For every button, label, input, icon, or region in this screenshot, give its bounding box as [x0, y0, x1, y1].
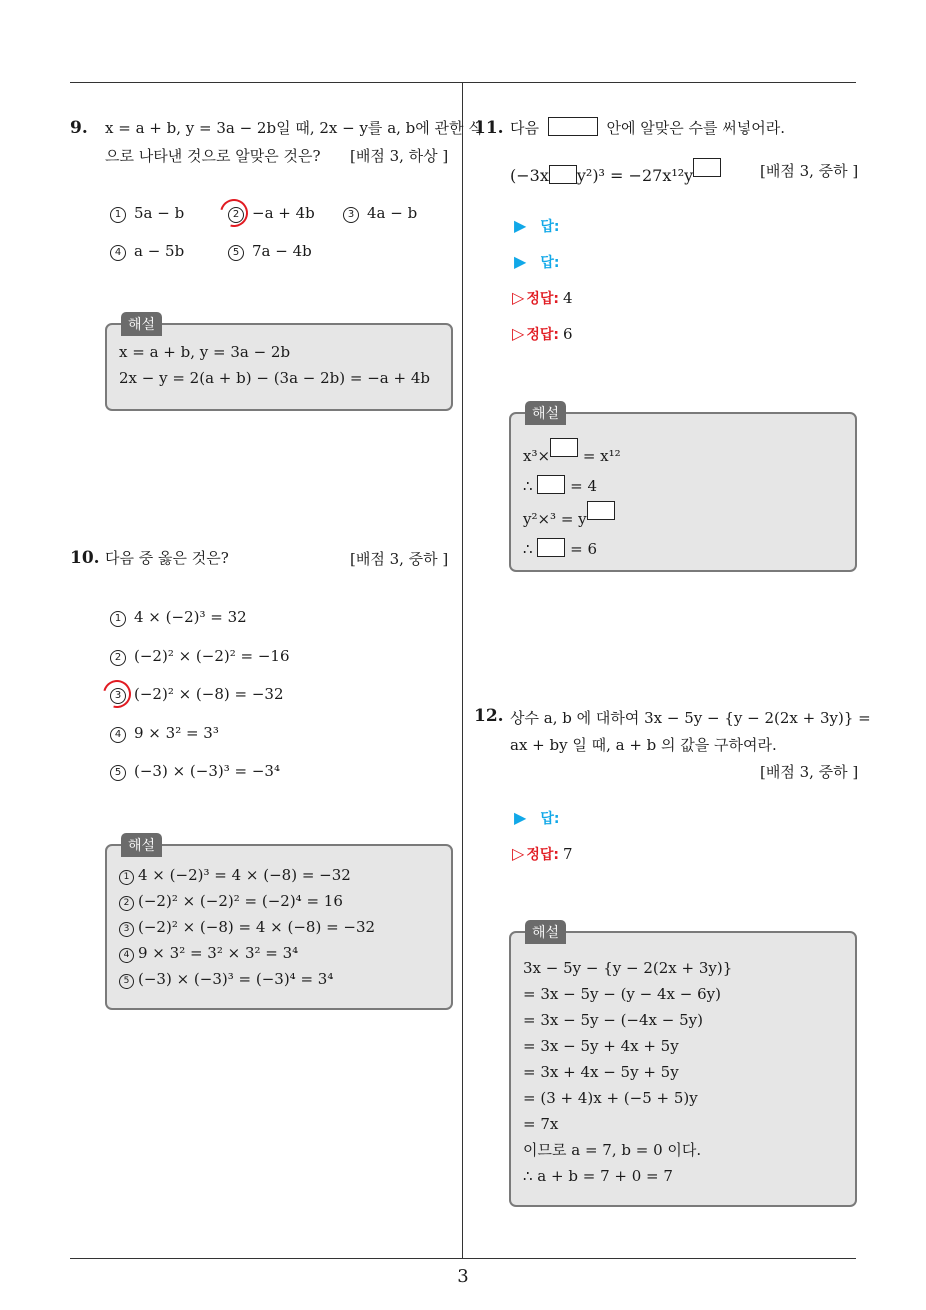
question-text-line2: ax + by 일 때, a + b 의 값을 구하여라. — [510, 736, 777, 754]
explanation-line: 2 (−2)² × (−2)² = (−2)⁴ = 16 — [119, 888, 439, 914]
explanation-line: 2x − y = 2(a + b) − (3a − 2b) = −a + 4b — [119, 369, 430, 387]
answer-label: 답: — [540, 811, 560, 827]
explanation-box — [105, 317, 453, 411]
explanation-line: x³× = x¹² — [523, 438, 843, 471]
correct-label: 정답: — [526, 291, 559, 307]
correct-value: 7 — [562, 845, 573, 863]
triangle-outline-icon: ▷ — [512, 844, 525, 863]
explanation-line: 5 (−3) × (−3)³ = (−3)⁴ = 3⁴ — [119, 966, 439, 992]
answer-label: 답: — [540, 255, 560, 271]
question-number: 10. — [70, 548, 100, 568]
explanation-line: = (3 + 4)x + (−5 + 5)y — [523, 1089, 698, 1107]
explanation-line: = 3x − 5y − (y − 4x − 6y) — [523, 985, 721, 1003]
explanation-line: ∴ = 4 — [523, 477, 597, 495]
question-number: 11. — [474, 118, 504, 138]
score-meta: [배점 3, 하상 ] — [350, 147, 449, 165]
explanation-tag: 해설 — [121, 833, 162, 857]
explanation-line: 3 (−2)² × (−8) = 4 × (−8) = −32 — [119, 914, 439, 940]
play-icon: ▶ — [514, 252, 527, 271]
correct-answer-row — [512, 288, 573, 308]
play-icon: ▶ — [514, 808, 527, 827]
choice-number: 2 — [110, 650, 126, 666]
explanation-line: 1 4 × (−2)³ = 4 × (−8) = −32 — [119, 862, 439, 888]
correct-answer-row — [512, 324, 573, 344]
triangle-outline-icon: ▷ — [512, 324, 525, 343]
choice-text: a − 5b — [134, 242, 185, 260]
explanation-tag: 해설 — [525, 401, 566, 425]
choice-text: (−2)² × (−2)² = −16 — [134, 647, 290, 665]
explanation-line: y²×³ = y — [523, 501, 843, 534]
question-text: 다음 중 옳은 것은? — [105, 549, 229, 567]
correct-answer-row — [512, 844, 573, 864]
explanation-line: x = a + b, y = 3a − 2b — [119, 343, 291, 361]
question-text-line1: x = a + b, y = 3a − 2b일 때, 2x − y를 a, b에 관한 식 — [105, 119, 483, 137]
explanation-line: 이므로 a = 7, b = 0 이다. — [523, 1141, 702, 1159]
choice-1[interactable] — [110, 204, 184, 223]
blank-box[interactable] — [549, 165, 577, 184]
explanation-line: = 7x — [523, 1115, 559, 1133]
top-rule — [70, 82, 856, 83]
choice-text: −a + 4b — [252, 204, 315, 222]
choice-number: 5 — [110, 765, 126, 781]
choice-4[interactable] — [110, 724, 219, 743]
answer-row[interactable] — [514, 252, 559, 272]
score-meta: [배점 3, 중하 ] — [760, 162, 859, 180]
question-text-line1: 상수 a, b 에 대하여 3x − 5y − {y − 2(2x + 3y)} = — [510, 709, 871, 727]
choice-number: 4 — [110, 245, 126, 261]
explanation-line: = 3x − 5y − (−4x − 5y) — [523, 1011, 703, 1029]
answer-row[interactable] — [514, 808, 559, 828]
choice-4[interactable] — [110, 242, 184, 261]
explanation-line: ∴ = 6 — [523, 540, 597, 558]
explanation-line: ∴ a + b = 7 + 0 = 7 — [523, 1167, 673, 1185]
correct-value: 6 — [562, 325, 573, 343]
choice-text: 7a − 4b — [252, 242, 312, 260]
choice-text: 9 × 3² = 3³ — [134, 724, 219, 742]
explanation-tag: 해설 — [525, 920, 566, 944]
choice-text: 5a − b — [134, 204, 185, 222]
choice-number: 1 — [110, 207, 126, 223]
choice-number: 3 — [110, 688, 126, 704]
blank-box[interactable] — [548, 117, 598, 136]
choice-3[interactable] — [343, 204, 417, 223]
triangle-outline-icon: ▷ — [512, 288, 525, 307]
choice-1[interactable] — [110, 608, 247, 627]
explanation-line: = 3x − 5y + 4x + 5y — [523, 1037, 679, 1055]
selected-answer-mark — [98, 675, 136, 713]
explanation-box — [105, 838, 453, 1010]
answer-label: 답: — [540, 219, 560, 235]
question-number: 9. — [70, 118, 88, 138]
question-formula: (−3x y²)³ = −27x¹²y — [510, 158, 721, 185]
explanation-box — [509, 925, 857, 1207]
choice-number: 4 — [110, 727, 126, 743]
choice-text: (−2)² × (−8) = −32 — [134, 685, 284, 703]
explanation-line: 4 9 × 3² = 3² × 3² = 3⁴ — [119, 940, 439, 966]
choice-number: 3 — [343, 207, 359, 223]
question-number: 12. — [474, 706, 504, 726]
blank-box[interactable] — [693, 158, 721, 177]
explanation-line: 3x − 5y − {y − 2(2x + 3y)} — [523, 959, 733, 977]
choice-number: 5 — [228, 245, 244, 261]
answer-row[interactable] — [514, 216, 559, 236]
question-text: 다음 안에 알맞은 수를 써넣어라. — [510, 119, 786, 137]
correct-label: 정답: — [526, 327, 559, 343]
score-meta: [배점 3, 중하 ] — [350, 550, 449, 568]
explanation-box — [509, 406, 857, 572]
choice-5[interactable] — [228, 242, 312, 261]
choice-2[interactable] — [110, 647, 290, 666]
selected-answer-mark — [215, 194, 253, 232]
explanation-line: = 3x + 4x − 5y + 5y — [523, 1063, 679, 1081]
correct-value: 4 — [562, 289, 573, 307]
choice-text: 4 × (−2)³ = 32 — [134, 608, 247, 626]
choice-text: (−3) × (−3)³ = −3⁴ — [134, 762, 280, 780]
choice-5[interactable] — [110, 762, 280, 781]
play-icon: ▶ — [514, 216, 527, 235]
page-number: 3 — [457, 1266, 469, 1287]
choice-text: 4a − b — [367, 204, 418, 222]
column-divider — [462, 83, 463, 1258]
question-text-line2: 으로 나타낸 것으로 알맞은 것은? — [105, 147, 321, 165]
correct-label: 정답: — [526, 847, 559, 863]
choice-number: 2 — [228, 207, 244, 223]
score-meta: [배점 3, 중하 ] — [760, 763, 859, 781]
explanation-tag: 해설 — [121, 312, 162, 336]
bottom-rule — [70, 1258, 856, 1259]
choice-3[interactable] — [110, 685, 284, 704]
choice-number: 1 — [110, 611, 126, 627]
